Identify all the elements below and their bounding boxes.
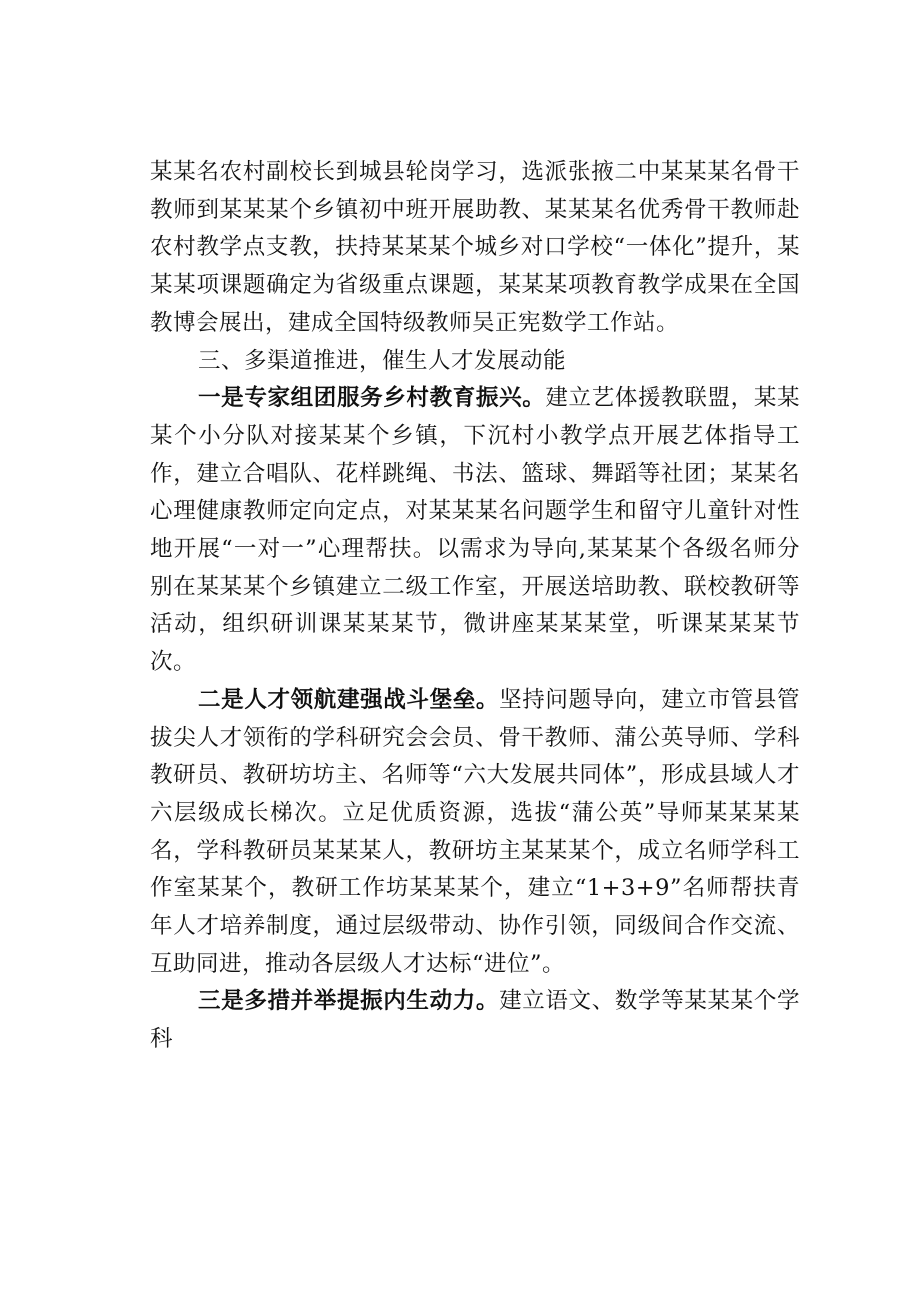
paragraph-lead: 三是多措并举提振内生动力。 (198, 988, 500, 1015)
paragraph-body: 建立艺体援教联盟，某某某个小分队对接某某个乡镇，下沉村小教学点开展艺体指导工作，建立合唱队、花样跳绳、书法、篮球、舞蹈等社团；某某名心理健康教师定向定点，对某某某名问题学生和留守儿童针对性地开展“一对一”心理帮扶。以需求为导向,某某某个各级名师分别在某某某个乡镇建立二级工作室，开展送培助教、联校教研等活动，组织研训课某某某节，微讲座某某某堂，听课某某某节次。 (150, 385, 800, 676)
paragraph-body: 坚持问题导向，建立市管县管拔尖人才领衔的学科研究会会员、骨干教师、蒲公英导师、学科教研员、教研坊坊主、名师等“六大发展共同体”，形成县域人才六层级成长梯次。立足优质资源，选拔“蒲公英”导师某某某某名，学科教研员某某某人，教研坊主某某某个，成立名师学科工作室某某个，教研工作坊某某某个，建立“1+3+9”名师帮扶青年人才培养制度，通过层级带动、协作引领，同级间合作交流、互助同进，推动各层级人才达标“进位”。 (150, 686, 800, 977)
section-heading: 三、多渠道推进，催生人才发展动能 (198, 347, 567, 374)
paragraph-lead: 一是专家组团服务乡村教育振兴。 (198, 385, 546, 412)
paragraph-body: 建立语文、数学等某某某个学科 (150, 988, 800, 1053)
document-page (150, 154, 800, 1059)
paragraph-continued: 某某名农村副校长到城县轮岗学习，选派张掖二中某某某名骨干教师到某某某个乡镇初中班开展助教、某某某名优秀骨干教师赴农村教学点支教，扶持某某某个城乡对口学校“一体化”提升，某某某项课题确定为省级重点课题，某某某项教育教学成果在全国教博会展出，建成全国特级教师吴正宪数学工作站。 (150, 159, 800, 336)
paragraph-expert-teams (150, 380, 800, 682)
paragraph-lead: 二是人才领航建强战斗堡垒。 (198, 686, 500, 713)
paragraph-talent-leadership (150, 682, 800, 984)
paragraph-multiple-measures (150, 983, 800, 1058)
